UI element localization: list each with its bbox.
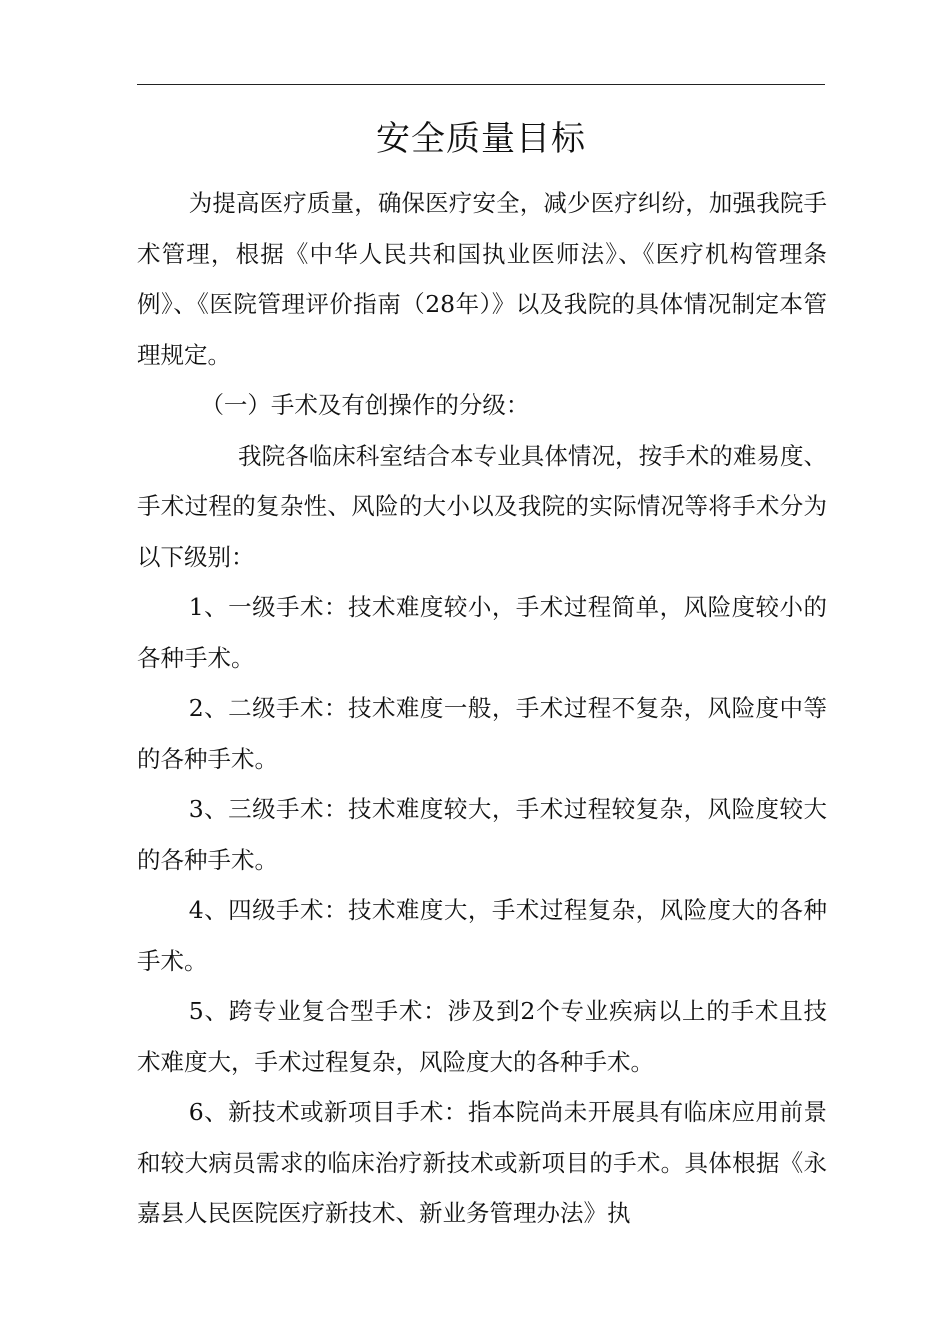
list-item-level-3: 3、三级手术：技术难度较大，手术过程较复杂，风险度较大的各种手术。	[137, 795, 827, 874]
header-divider	[137, 84, 825, 85]
paragraph-intro: 为提高医疗质量，确保医疗安全，减少医疗纠纷，加强我院手术管理，根据《中华人民共和国执业医师法》、《医疗机构管理条例》、《医院管理评价指南（28年）》以及我院的具体情况制定本管理规定。	[137, 189, 827, 369]
section-heading: （一）手术及有创操作的分级：	[200, 391, 530, 419]
list-item-level-4: 4、四级手术：技术难度大，手术过程复杂，风险度大的各种手术。	[137, 896, 827, 975]
list-item-level-2: 2、二级手术：技术难度一般，手术过程不复杂，风险度中等的各种手术。	[137, 694, 827, 773]
page-title: 安全质量目标	[376, 119, 586, 159]
list-item-level-1: 1、一级手术：技术难度较小，手术过程简单，风险度较小的各种手术。	[137, 593, 827, 672]
paragraph-classification: 我院各临床科室结合本专业具体情况，按手术的难易度、手术过程的复杂性、风险的大小以及我院的实际情况等将手术分为以下级别：	[137, 441, 827, 571]
list-item-cross-specialty: 5、跨专业复合型手术：涉及到2个专业疾病以上的手术且技术难度大，手术过程复杂，风险度大的各种手术。	[137, 997, 827, 1076]
document-body	[137, 178, 827, 1239]
list-item-new-technology: 6、新技术或新项目手术：指本院尚未开展具有临床应用前景和较大病员需求的临床治疗新技术或新项目的手术。具体根据《永嘉县人民医院医疗新技术、新业务管理办法》执	[137, 1098, 827, 1227]
